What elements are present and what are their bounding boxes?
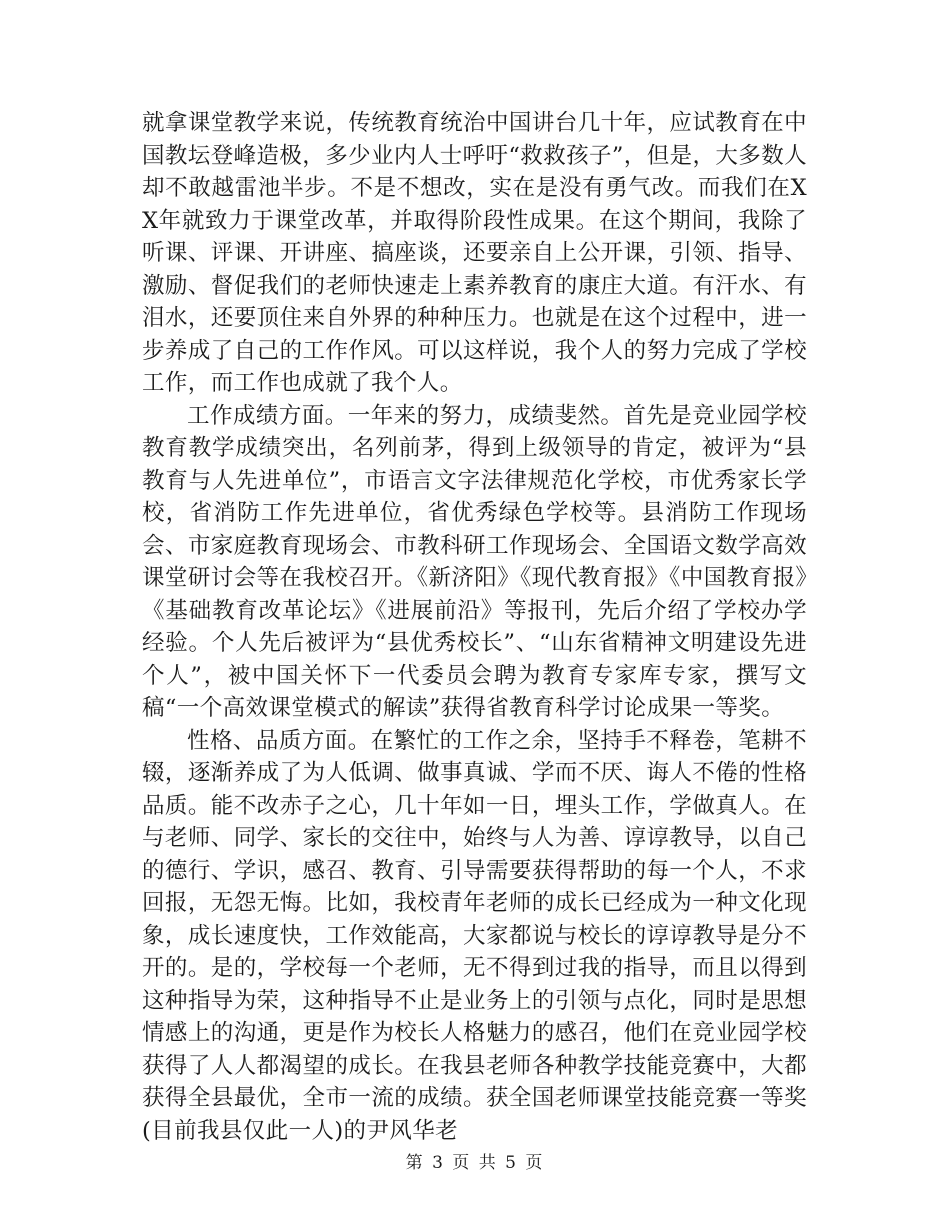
page-number-footer: 第 3 页 共 5 页 xyxy=(405,1153,545,1173)
paragraph-character-quality: 性格、品质方面。在繁忙的工作之余，坚持手不释卷，笔耕不辍，逐渐养成了为人低调、做事真诚、学而不厌、诲人不倦的性格品质。能不改赤子之心，几十年如一日，埋头工作，学做真人。在与老师、同学、家长的交往中，始终与人为善、谆谆教导，以自己的德行、学识，感召、教育、引导需要获得帮助的每一个人，不求回报，无怨无悔。比如，我校青年老师的成长已经成为一种文化现象，成长速度快，工作效能高，大家都说与校长的谆谆教导是分不开的。是的，学校每一个老师，无不得到过我的指导，而且以得到这种指导为荣，这种指导不止是业务上的引领与点化，同时是思想情感上的沟通，更是作为校长人格魅力的感召，他们在竞业园学校获得了人人都渴望的成长。在我县老师各种教学技能竞赛中，大都获得全县最优，全市一流的成绩。获全国老师课堂技能竞赛一等奖(目前我县仅此一人)的尹风华老 xyxy=(142,727,807,1144)
document-body xyxy=(142,107,807,1147)
paragraph-classroom-reform: 就拿课堂教学来说，传统教育统治中国讲台几十年，应试教育在中国教坛登峰造极，多少业内人士呼吁“救救孩子”，但是，大多数人却不敢越雷池半步。不是不想改，实在是没有勇气改。而我们在XX年就致力于课堂改革，并取得阶段性成果。在这个期间，我除了听课、评课、开讲座、搞座谈，还要亲自上公开课，引领、指导、激励、督促我们的老师快速走上素养教育的康庄大道。有汗水、有泪水，还要顶住来自外界的种种压力。也就是在这个过程中，进一步养成了自己的工作作风。可以这样说，我个人的努力完成了学校工作，而工作也成就了我个人。 xyxy=(142,110,808,396)
paragraph-work-achievements: 工作成绩方面。一年来的努力，成绩斐然。首先是竞业园学校教育教学成绩突出，名列前茅，得到上级领导的肯定，被评为“县教育与人先进单位”，市语言文字法律规范化学校，市优秀家长学校，省消防工作先进单位，省优秀绿色学校等。县消防工作现场会、市家庭教育现场会、市教科研工作现场会、全国语文数学高效课堂研讨会等在我校召开。《新济阳》《现代教育报》《中国教育报》《基础教育改革论坛》《进展前沿》等报刊，先后介绍了学校办学经验。个人先后被评为“县优秀校长”、“山东省精神文明建设先进个人”，被中国关怀下一代委员会聘为教育专家库专家，撰写文稿“一个高效课堂模式的解读”获得省教育科学讨论成果一等奖。 xyxy=(142,402,807,721)
